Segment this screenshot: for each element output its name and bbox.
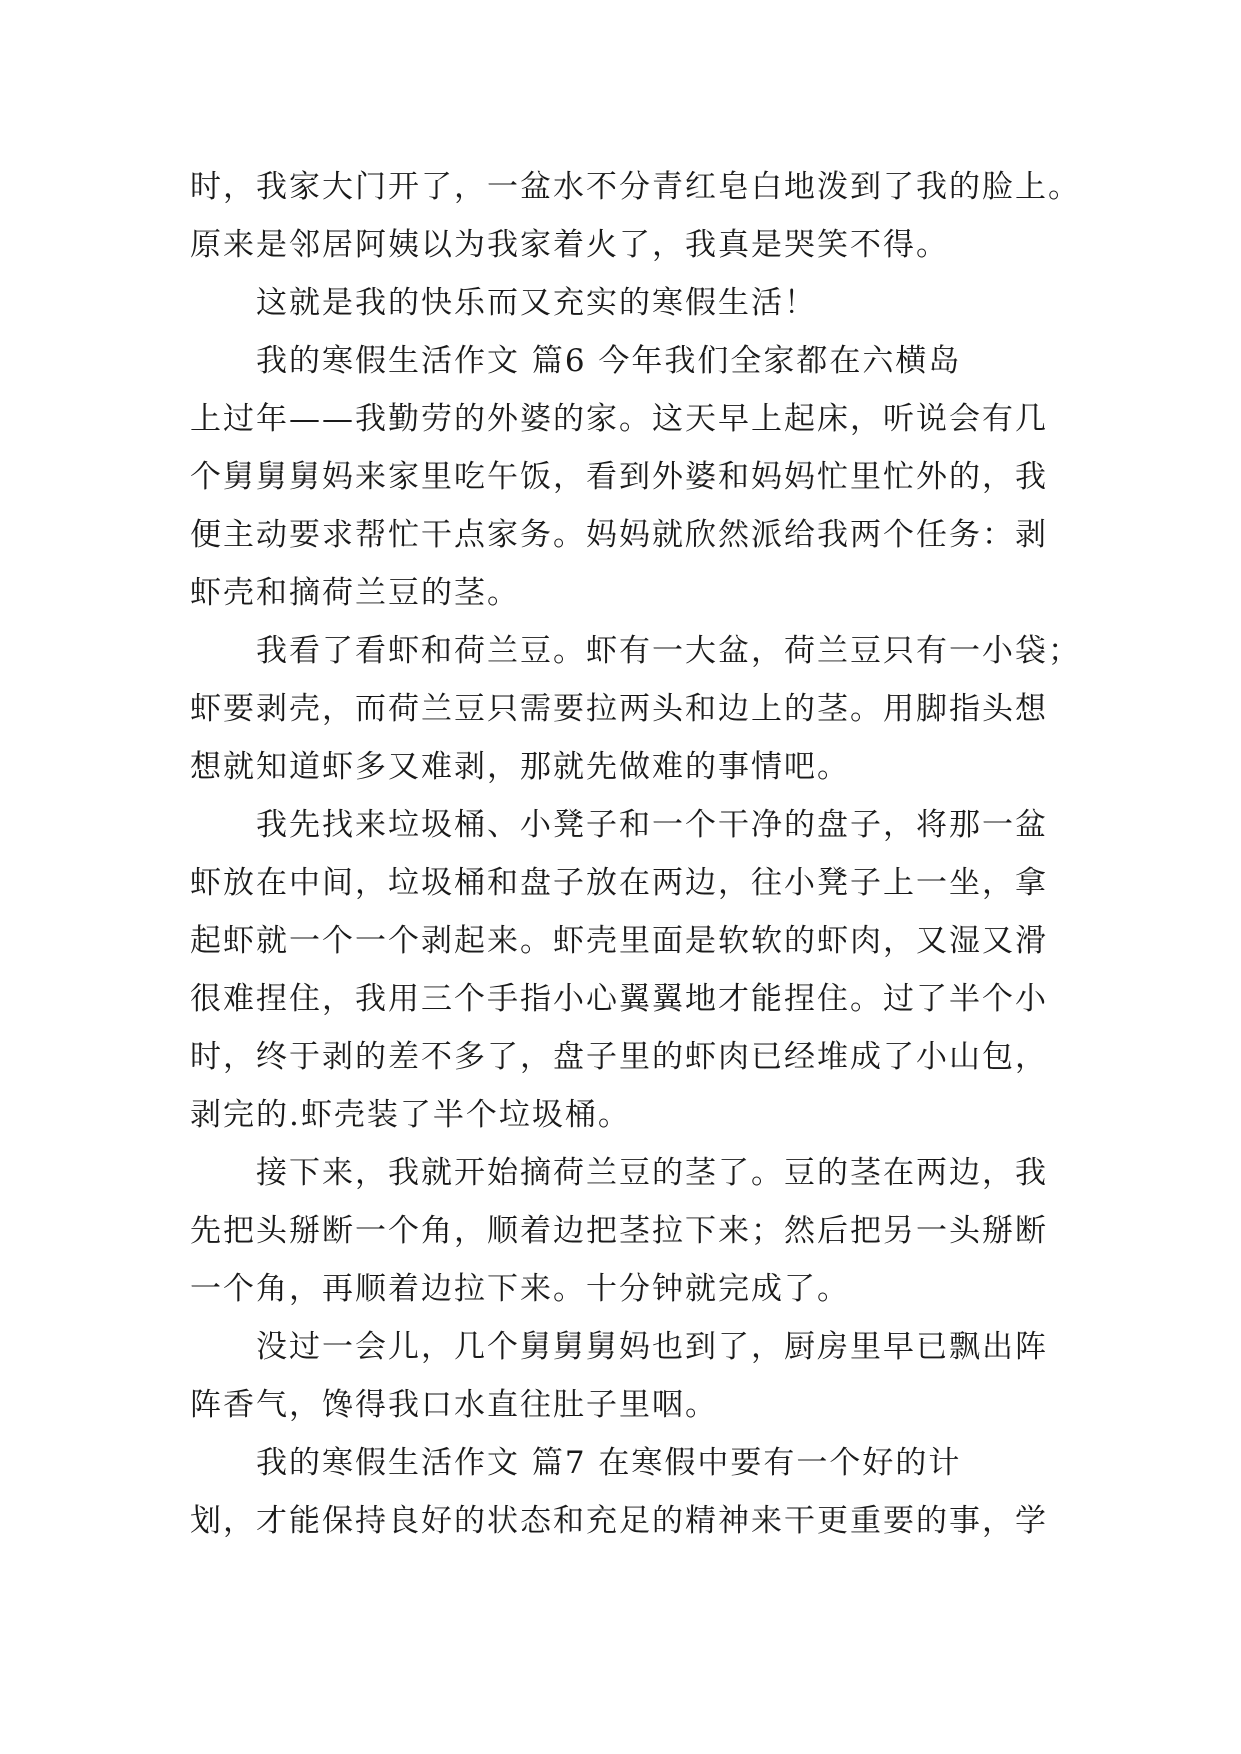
- text-line: 原来是邻居阿姨以为我家着火了，我真是哭笑不得。: [190, 227, 949, 263]
- text-line: 没过一会儿，几个舅舅舅妈也到了，厨房里早已飘出阵: [256, 1329, 1048, 1365]
- text-line: 虾要剥壳，而荷兰豆只需要拉两头和边上的茎。用脚指头想: [190, 691, 1048, 727]
- text-line: 我看了看虾和荷兰豆。虾有一大盆，荷兰豆只有一小袋；: [256, 633, 1081, 669]
- section-heading-line: 我的寒假生活作文 篇7 在寒假中要有一个好的计: [256, 1445, 962, 1481]
- text-line: 我先找来垃圾桶、小凳子和一个干净的盘子，将那一盆: [256, 807, 1048, 843]
- text-line: 时，我家大门开了，一盆水不分青红皂白地泼到了我的脸上。: [190, 169, 1081, 205]
- text-line: 虾放在中间，垃圾桶和盘子放在两边，往小凳子上一坐，拿: [190, 865, 1048, 901]
- text-line: 虾壳和摘荷兰豆的茎。: [190, 575, 520, 611]
- text-line: 个舅舅舅妈来家里吃午饭，看到外婆和妈妈忙里忙外的，我: [190, 459, 1048, 495]
- text-line: 很难捏住，我用三个手指小心翼翼地才能捏住。过了半个小: [190, 981, 1048, 1017]
- text-line: 时，终于剥的差不多了，盘子里的虾肉已经堆成了小山包，: [190, 1039, 1048, 1075]
- text-line: 便主动要求帮忙干点家务。妈妈就欣然派给我两个任务：剥: [190, 517, 1048, 553]
- text-line: 上过年——我勤劳的外婆的家。这天早上起床，听说会有几: [190, 401, 1048, 437]
- text-line: 划，才能保持良好的状态和充足的精神来干更重要的事，学: [190, 1503, 1048, 1539]
- text-line: 阵香气，馋得我口水直往肚子里咽。: [190, 1387, 718, 1423]
- text-line: 起虾就一个一个剥起来。虾壳里面是软软的虾肉，又湿又滑: [190, 923, 1048, 959]
- text-line: 一个角，再顺着边拉下来。十分钟就完成了。: [190, 1271, 850, 1307]
- text-line: 剥完的.虾壳装了半个垃圾桶。: [190, 1097, 631, 1133]
- text-line: 想就知道虾多又难剥，那就先做难的事情吧。: [190, 749, 850, 785]
- section-heading-line: 我的寒假生活作文 篇6 今年我们全家都在六横岛: [256, 343, 962, 379]
- text-line: 接下来，我就开始摘荷兰豆的茎了。豆的茎在两边，我: [256, 1155, 1048, 1191]
- text-line: 先把头掰断一个角，顺着边把茎拉下来；然后把另一头掰断: [190, 1213, 1048, 1249]
- essay-body: [190, 158, 1081, 1550]
- text-line: 这就是我的快乐而又充实的寒假生活！: [256, 285, 817, 321]
